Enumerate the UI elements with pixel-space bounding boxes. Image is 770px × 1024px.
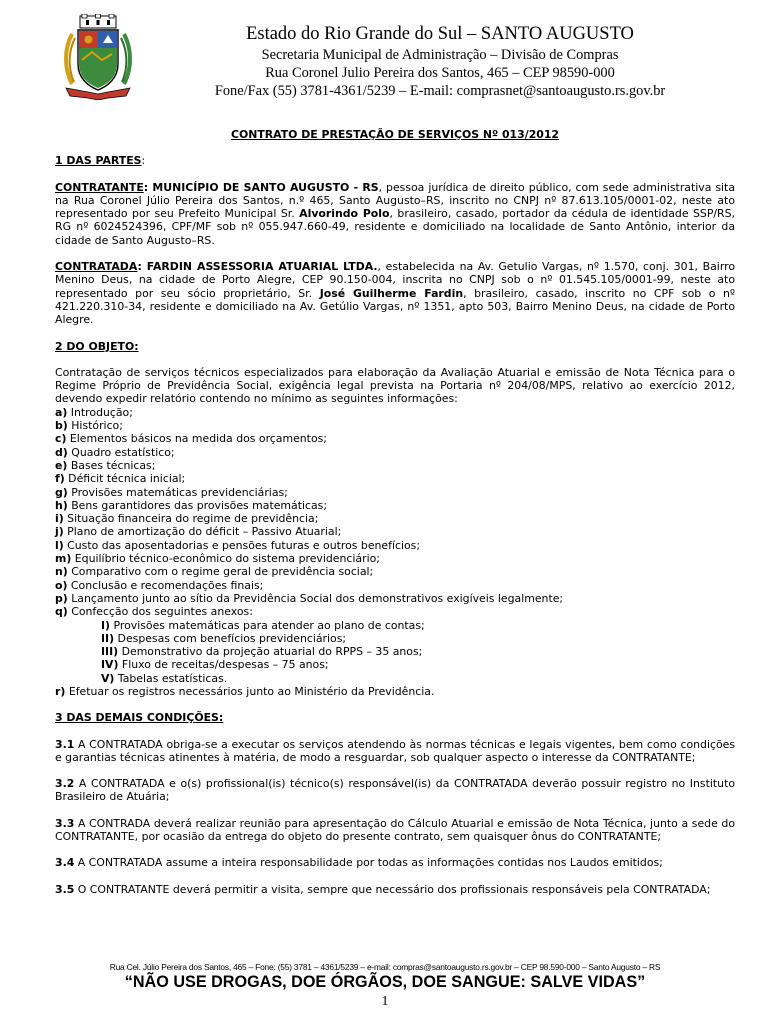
list-item: c) Elementos básicos na medida dos orçamentos; <box>55 432 327 446</box>
list-item: n) Comparativo com o regime geral de previdência social; <box>55 565 374 579</box>
clause-3-2: 3.2 A CONTRATADA e o(s) profissional(is) técnico(s) responsável(is) da CONTRATADA deverão possuir registro no Instituto Brasileiro de Atuária; <box>55 777 735 804</box>
contratante-paragraph: CONTRATANTE: MUNICÍPIO DE SANTO AUGUSTO - RS, pessoa jurídica de direito público, com sede administrativa sita na Rua Coronel Júlio Pereira dos Santos, n.º 465, Santo Augusto–RS, inscrito no CNPJ nº 87.613.105/0001-02, neste ato representado por seu Prefeito Municipal Sr. Alvorindo Polo, brasileiro, casado, portador da cédula de identidade SSP/RS, RG nº 6024524396, CPF/MF sob nº 055.947.660-49, residente e domiciliado na localidade de Santo Antônio, interior da cidade de Santo Augusto–RS. <box>55 180 736 247</box>
annex-item: IV) Fluxo de receitas/despesas – 75 anos; <box>101 658 329 672</box>
section-3-heading: 3 DAS DEMAIS CONDIÇÕES: <box>55 711 224 725</box>
annex-item: V) Tabelas estatísticas. <box>101 671 228 685</box>
list-item: f) Déficit técnica inicial; <box>55 472 186 486</box>
clause-3-1: 3.1 A CONTRATADA obriga-se a executar os serviços atendendo às normas técnicas e legais vigentes, bem como condições e garantias técnicas atinentes à matéria, de modo a resguardar, sob qualquer aspecto o interesse da CONTRATANTE; <box>55 737 735 764</box>
letterhead-contact: Fone/Fax (55) 3781-4361/5239 – E-mail: comprasnet@santoaugusto.rs.gov.br <box>214 83 666 99</box>
list-item: j) Plano de amortização do déficit – Passivo Atuarial; <box>55 525 342 539</box>
annex-item: I) Provisões matemáticas para atender ao plano de contas; <box>101 618 425 632</box>
list-item: r) Efetuar os registros necessários junto ao Ministério da Previdência. <box>55 684 435 698</box>
letterhead-department: Secretaria Municipal de Administração – Divisão de Compras <box>261 47 619 63</box>
list-item: e) Bases técnicas; <box>55 458 156 472</box>
list-item: q) Confecção dos seguintes anexos: <box>55 605 253 619</box>
list-item: m) Equilíbrio técnico-econômico do sistema previdenciário; <box>55 552 380 566</box>
object-items-list <box>55 406 735 699</box>
letterhead-address: Rua Coronel Julio Pereira dos Santos, 465 – CEP 98590-000 <box>265 65 615 81</box>
page-number: 1 <box>381 994 389 1009</box>
municipal-coat-of-arms-icon <box>58 14 138 100</box>
list-item: d) Quadro estatístico; <box>55 445 175 459</box>
list-item: a) Introdução; <box>55 405 133 419</box>
list-item: o) Conclusão e recomendações finais; <box>55 578 264 592</box>
list-item: b) Histórico; <box>55 419 123 433</box>
clause-3-4: 3.4 A CONTRATADA assume a inteira responsabilidade por todas as informações contidas nos Laudos emitidos; <box>55 856 663 870</box>
list-item: i) Situação financeira do regime de previdência; <box>55 512 319 526</box>
list-item: g) Provisões matemáticas previdenciárias; <box>55 485 288 499</box>
footer-address: Rua Cel. Júlio Pereira dos Santos, 465 – Fone: (55) 3781 – 4361/5239 – e-mail: compras@santoaugusto.rs.gov.br – CEP 98.590-000 – Santo Augusto – RS <box>109 962 661 972</box>
contract-title: CONTRATO DE PRESTAÇÃO DE SERVIÇOS Nº 013/2012 <box>230 128 560 141</box>
list-item: h) Bens garantidores das provisões matemáticas; <box>55 498 328 512</box>
list-item: p) Lançamento junto ao sítio da Previdência Social dos demonstrativos exigíveis legalmente; <box>55 591 564 605</box>
letterhead <box>160 22 720 100</box>
contratada-paragraph: CONTRATADA: FARDIN ASSESSORIA ATUARIAL LTDA., estabelecida na Av. Getulio Vargas, nº 1.570, conj. 301, Bairro Menino Deus, na cidade de Porto Alegre, CEP 90.150-004, inscrita no CNPJ sob o nº 01.545.105/0001-99, neste ato representado por seu sócio proprietário, Sr. José Guilherme Fardin, brasileiro, casado, inscrito no CPF sob o nº 421.220.310-34, residente e domiciliado na Av. Getúlio Vargas, nº 1351, apto 503, Bairro Menino Deus, na cidade de Porto Alegre. <box>55 260 736 327</box>
list-item: l) Custo das aposentadorias e pensões futuras e outros benefícios; <box>55 538 421 552</box>
annex-item: III) Demonstrativo da projeção atuarial do RPPS – 35 anos; <box>101 645 423 659</box>
clause-3-5: 3.5 O CONTRATANTE deverá permitir a visita, sempre que necessário dos profissionais responsáveis pela CONTRATADA; <box>55 882 711 896</box>
letterhead-title: Estado do Rio Grande do Sul – SANTO AUGUSTO <box>246 24 634 44</box>
section-2-heading: 2 DO OBJETO: <box>55 339 139 353</box>
contract-body <box>55 128 735 896</box>
section-1-heading: 1 DAS PARTES: <box>55 154 146 168</box>
annex-item: II) Despesas com benefícios previdenciários; <box>101 631 347 645</box>
object-intro: Contratação de serviços técnicos especializados para elaboração da Avaliação Atuarial e emissão de Nota Técnica para o Regime Próprio de Previdência Social, exigência legal prevista na Portaria nº 204/08/MPS, relativo ao exercício 2012, devendo expedir relatório contendo no mínimo as seguintes informações: <box>55 365 735 406</box>
footer-slogan: “NÃO USE DROGAS, DOE ÓRGÃOS, DOE SANGUE: SALVE VIDAS” <box>124 973 646 991</box>
clause-3-3: 3.3 A CONTRADA deverá realizar reunião para apresentação do Cálculo Atuarial e emissão de Nota Técnica, junto a sede do CONTRATANTE, por ocasião da entrega do objeto do presente contrato, sem quaisquer ônus do CONTRATANTE; <box>55 816 735 844</box>
